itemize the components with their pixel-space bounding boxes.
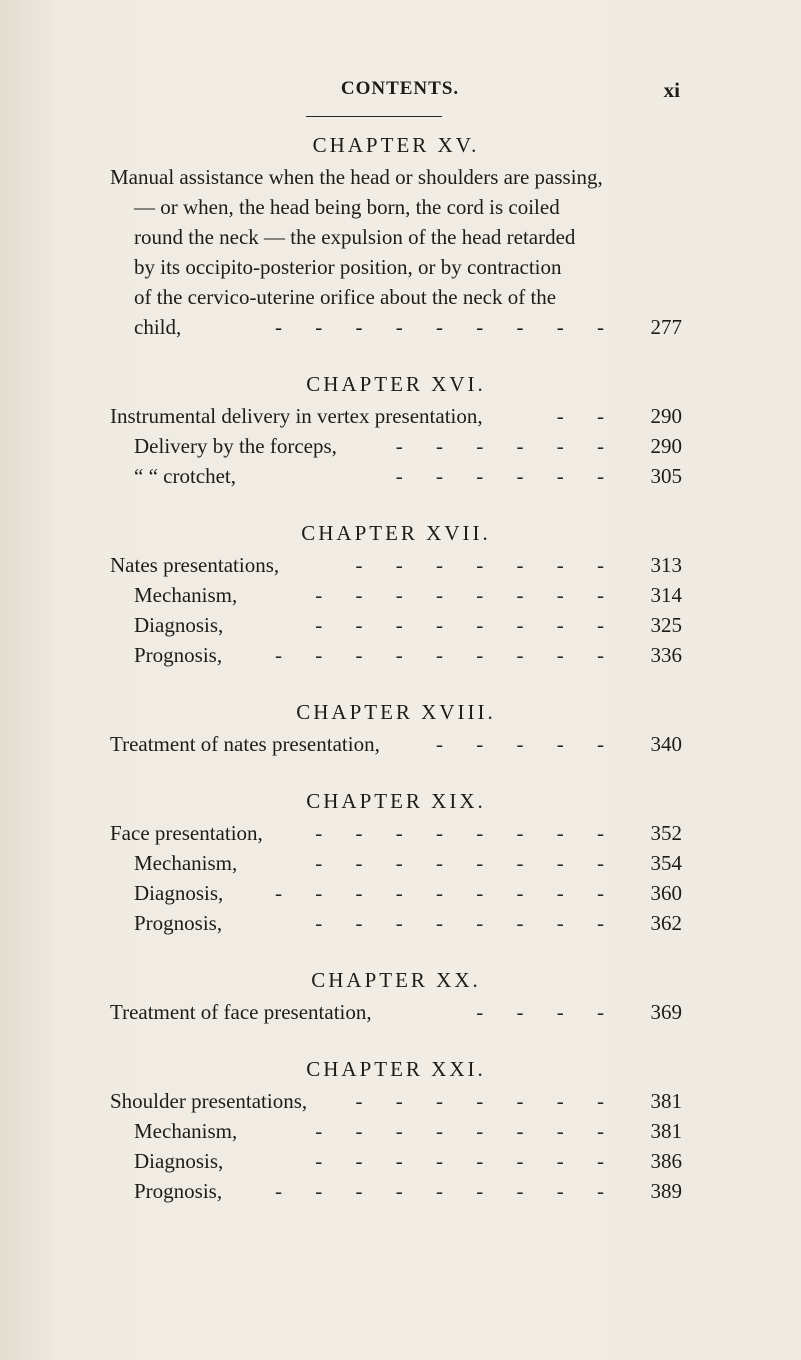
- page-number: 369: [650, 1000, 682, 1024]
- page-number: 313: [650, 553, 682, 577]
- dot-leader: - - - - - - - - -: [275, 643, 618, 667]
- entry-label: Diagnosis,: [134, 881, 224, 905]
- dot-leader: - - - - - - - -: [315, 821, 618, 845]
- running-head: [0, 78, 801, 108]
- page-number: 386: [650, 1149, 682, 1173]
- page-number: 381: [650, 1119, 682, 1143]
- toc-entry: [110, 1116, 682, 1146]
- dot-leader: - - - - - - - -: [315, 911, 618, 935]
- entry-line: of the cervico-uterine orifice about the neck of the: [134, 285, 557, 309]
- entry-label: Face presentation,: [110, 821, 263, 845]
- chapter-heading: CHAPTER XVI.: [306, 372, 486, 396]
- chapter-heading: CHAPTER XXI.: [306, 1057, 486, 1081]
- toc-entry: [110, 848, 682, 878]
- dot-leader: - - - - - - -: [355, 1089, 618, 1113]
- entry-line: round the neck — the expulsion of the head retarded: [134, 225, 576, 249]
- page-number: 290: [650, 434, 682, 458]
- page-number: 352: [650, 821, 682, 845]
- toc-paragraph-entry: [110, 162, 682, 342]
- dot-leader: - - - - - - - -: [315, 1149, 618, 1173]
- toc-entry: [110, 1086, 682, 1116]
- entry-label: Prognosis,: [134, 911, 223, 935]
- entry-line: — or when, the head being born, the cord is coiled: [134, 195, 560, 219]
- dot-leader: - - - - - -: [395, 434, 618, 458]
- chapter-xix: [110, 784, 682, 938]
- dot-leader: - - - - - - -: [355, 553, 618, 577]
- entry-label: Treatment of face presentation,: [110, 1000, 372, 1024]
- page-number: 290: [650, 404, 682, 428]
- entry-label: Mechanism,: [134, 583, 238, 607]
- page-number: 381: [650, 1089, 682, 1113]
- entry-label: Mechanism,: [134, 1119, 238, 1143]
- dot-leader: - - - - - - - - -: [275, 881, 618, 905]
- dot-leader: - - - - - - - -: [315, 583, 618, 607]
- toc-entry: [110, 1176, 682, 1206]
- dot-leader: - - - - -: [436, 732, 618, 756]
- chapter-xvi: [110, 367, 682, 491]
- toc-entry: [110, 818, 682, 848]
- toc-entry: [110, 997, 682, 1027]
- chapter-heading: CHAPTER XX.: [311, 968, 481, 992]
- page-number: 340: [650, 732, 682, 756]
- entry-label: Diagnosis,: [134, 613, 224, 637]
- chapter-heading: CHAPTER XVII.: [301, 521, 491, 545]
- entry-label: Diagnosis,: [134, 1149, 224, 1173]
- dot-leader: - -: [556, 404, 618, 428]
- header-rule: [306, 116, 442, 117]
- running-page-number: xi: [663, 78, 680, 102]
- dot-leader: - - - - - - - -: [315, 613, 618, 637]
- entry-line: by its occipito-posterior position, or by contraction: [134, 255, 562, 279]
- entry-label: Prognosis,: [134, 643, 223, 667]
- chapter-heading: CHAPTER XVIII.: [296, 700, 496, 724]
- entry-label: “ “ crotchet,: [134, 464, 237, 488]
- page-number: 336: [650, 643, 682, 667]
- entry-last-line: [110, 312, 682, 342]
- toc-entry: [110, 908, 682, 938]
- toc-entry: [110, 729, 682, 759]
- chapter-xx: [110, 963, 682, 1027]
- toc-entry: [110, 401, 682, 431]
- entry-label: Nates presentations,: [110, 553, 280, 577]
- table-of-contents: [110, 128, 682, 1231]
- dot-leader: - - - - - - - -: [315, 1119, 618, 1143]
- page-number: 305: [650, 464, 682, 488]
- chapter-xviii: [110, 695, 682, 759]
- entry-label: Shoulder presentations,: [110, 1089, 308, 1113]
- chapter-heading: CHAPTER XIX.: [306, 789, 486, 813]
- dot-leader: - - - - - - - -: [315, 851, 618, 875]
- entry-line: Manual assistance when the head or shoulders are passing,: [110, 165, 603, 189]
- page-number: 314: [650, 583, 682, 607]
- chapter-heading: CHAPTER XV.: [312, 133, 480, 157]
- dot-leader: - - - - - - - - -: [275, 1179, 618, 1203]
- toc-entry: [110, 461, 682, 491]
- toc-entry: [110, 640, 682, 670]
- toc-entry: [110, 1146, 682, 1176]
- chapter-xvii: [110, 516, 682, 670]
- page-number: 362: [650, 911, 682, 935]
- dot-leader: - - - - - - - - -: [275, 315, 618, 339]
- entry-label: child,: [134, 315, 182, 339]
- chapter-xxi: [110, 1052, 682, 1206]
- entry-label: Prognosis,: [134, 1179, 223, 1203]
- page-number: 277: [650, 315, 682, 339]
- running-title: CONTENTS.: [340, 78, 460, 99]
- toc-entry: [110, 431, 682, 461]
- page-number: 360: [650, 881, 682, 905]
- dot-leader: - - - -: [476, 1000, 618, 1024]
- page-number: 354: [650, 851, 682, 875]
- entry-label: Treatment of nates presentation,: [110, 732, 380, 756]
- toc-entry: [110, 580, 682, 610]
- page-number: 325: [650, 613, 682, 637]
- entry-label: Instrumental delivery in vertex presentation,: [110, 404, 483, 428]
- entry-label: Delivery by the forceps,: [134, 434, 337, 458]
- chapter-xv: [110, 128, 682, 342]
- entry-label: Mechanism,: [134, 851, 238, 875]
- page-number: 389: [650, 1179, 682, 1203]
- toc-entry: [110, 878, 682, 908]
- toc-entry: [110, 550, 682, 580]
- toc-entry: [110, 610, 682, 640]
- dot-leader: - - - - - -: [395, 464, 618, 488]
